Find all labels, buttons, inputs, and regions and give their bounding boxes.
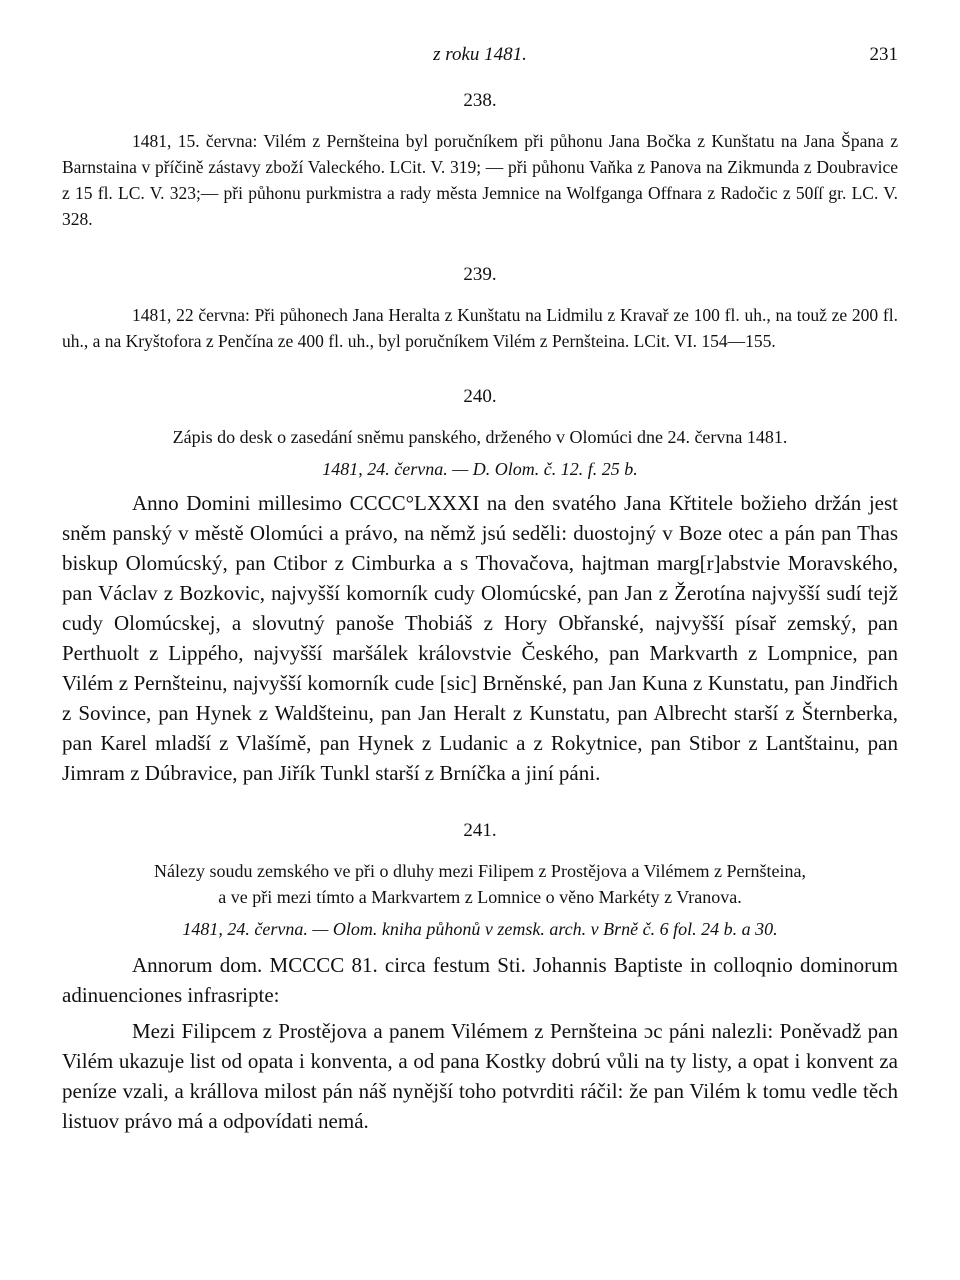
entry-heading-line2: a ve při mezi tímto a Markvartem z Lomnice o věno Markéty z Vranova. xyxy=(218,887,742,907)
entry-number: 241. xyxy=(463,820,497,841)
entry-body: 1481, 15. června: Vilém z Pernšteina byl poručníkem při půhonu Jana Bočka z Kunštatu na Jana Špana z Barnstaina v příčině zástavy zboží Valeckého. LCit. V. 319; — při půhonu Vaňka z Panova na Zikmunda z Doubravice z 15 fl. LC. V. 323;— při půhonu purkmistra a rady města Jemnice na Wolfganga Offnara z Radočic z 50ſſ gr. LC. V. 328. xyxy=(62,131,898,229)
entry-source: 1481, 24. června. — D. Olom. č. 12. f. 25 b. xyxy=(322,459,638,479)
entry-body: Mezi Filipcem z Prostějova a panem Vilémem z Pernšteina ɔc páni nalezli: Poněvadž pan Vilém ukazuje list od opata i konventa, a od pana Kostky dobrú vůli na ty listy, a opat i konvent za peníze vzali, a krállova milost pán náš nynější toho potvrditi ráčil: že pan Vilém k tomu vedle těch listuov právo má a odpovídati nemá. xyxy=(62,1019,898,1133)
entry-heading-line1: Nálezy soudu zemského ve při o dluhy mezi Filipem z Prostějova a Vilémem z Pernšteina, xyxy=(154,861,806,881)
page-number: 231 xyxy=(869,44,898,65)
entry-body: 1481, 22 června: Při půhonech Jana Heralta z Kunštatu na Lidmilu z Kravař ze 100 fl. uh., na touž ze 200 fl. uh., a na Kryštofora z Penčína ze 400 fl. uh., byl poručníkem Vilém z Pernšteina. LCit. VI. 154—155. xyxy=(62,305,898,351)
entry-number: 240. xyxy=(463,386,497,407)
entry-source: 1481, 24. června. — Olom. kniha půhonů v zemsk. arch. v Brně č. 6 fol. 24 b. a 30. xyxy=(182,919,778,939)
entry-body: Anno Domini millesimo CCCC°LXXXI na den svatého Jana Křtitele božieho držán jest sněm panský v městě Olomúci a právo, na němž jsú seděli: duostojný v Boze otec a pán pan Thas biskup Olomúcský, pan Ctibor z Cimburka a s Thovačova, hajtman marg[r]abstvie Moravského, pan Václav z Bozkovic, najvyšší komorník cudy Olomúcské, pan Jan z Žerotína najvyšší sudí tejž cudy Olomúcskej, a slovutný panoše Thobiáš z Hory Obřanské, najvyšší písař zemský, pan Perthuolt z Lippého, najvyšší maršálek královstvie Českého, pan Markvarth z Lompnice, pan Vilém z Pernšteinu, najvyšší komorník cude [sic] Brněnské, pan Jan Kuna z Kunstatu, pan Jindřich z Sovince, pan Hynek z Waldšteinu, pan Jan Heralt z Kunstatu, pan Albrecht starší z Šternberka, pan Karel mladší z Vlašímě, pan Hynek z Ludanic a z Rokytnice, pan Stibor z Lantštainu, pan Jimram z Dúbravice, pan Jiřík Tunkl starší z Brníčka a jiní páni. xyxy=(62,491,898,785)
entry-number: 239. xyxy=(463,264,497,285)
entry-latin-intro: Annorum dom. MCCCC 81. circa festum Sti. Johannis Baptiste in colloqnio dominorum adinuenciones infrasripte: xyxy=(62,953,898,1007)
document-page xyxy=(62,36,898,1136)
page-header xyxy=(62,36,898,76)
entry-heading: Zápis do desk o zasedání sněmu panského, drženého v Olomúci dne 24. června 1481. xyxy=(172,427,788,447)
entry-number: 238. xyxy=(463,90,497,111)
running-title: z roku 1481. xyxy=(433,44,527,65)
